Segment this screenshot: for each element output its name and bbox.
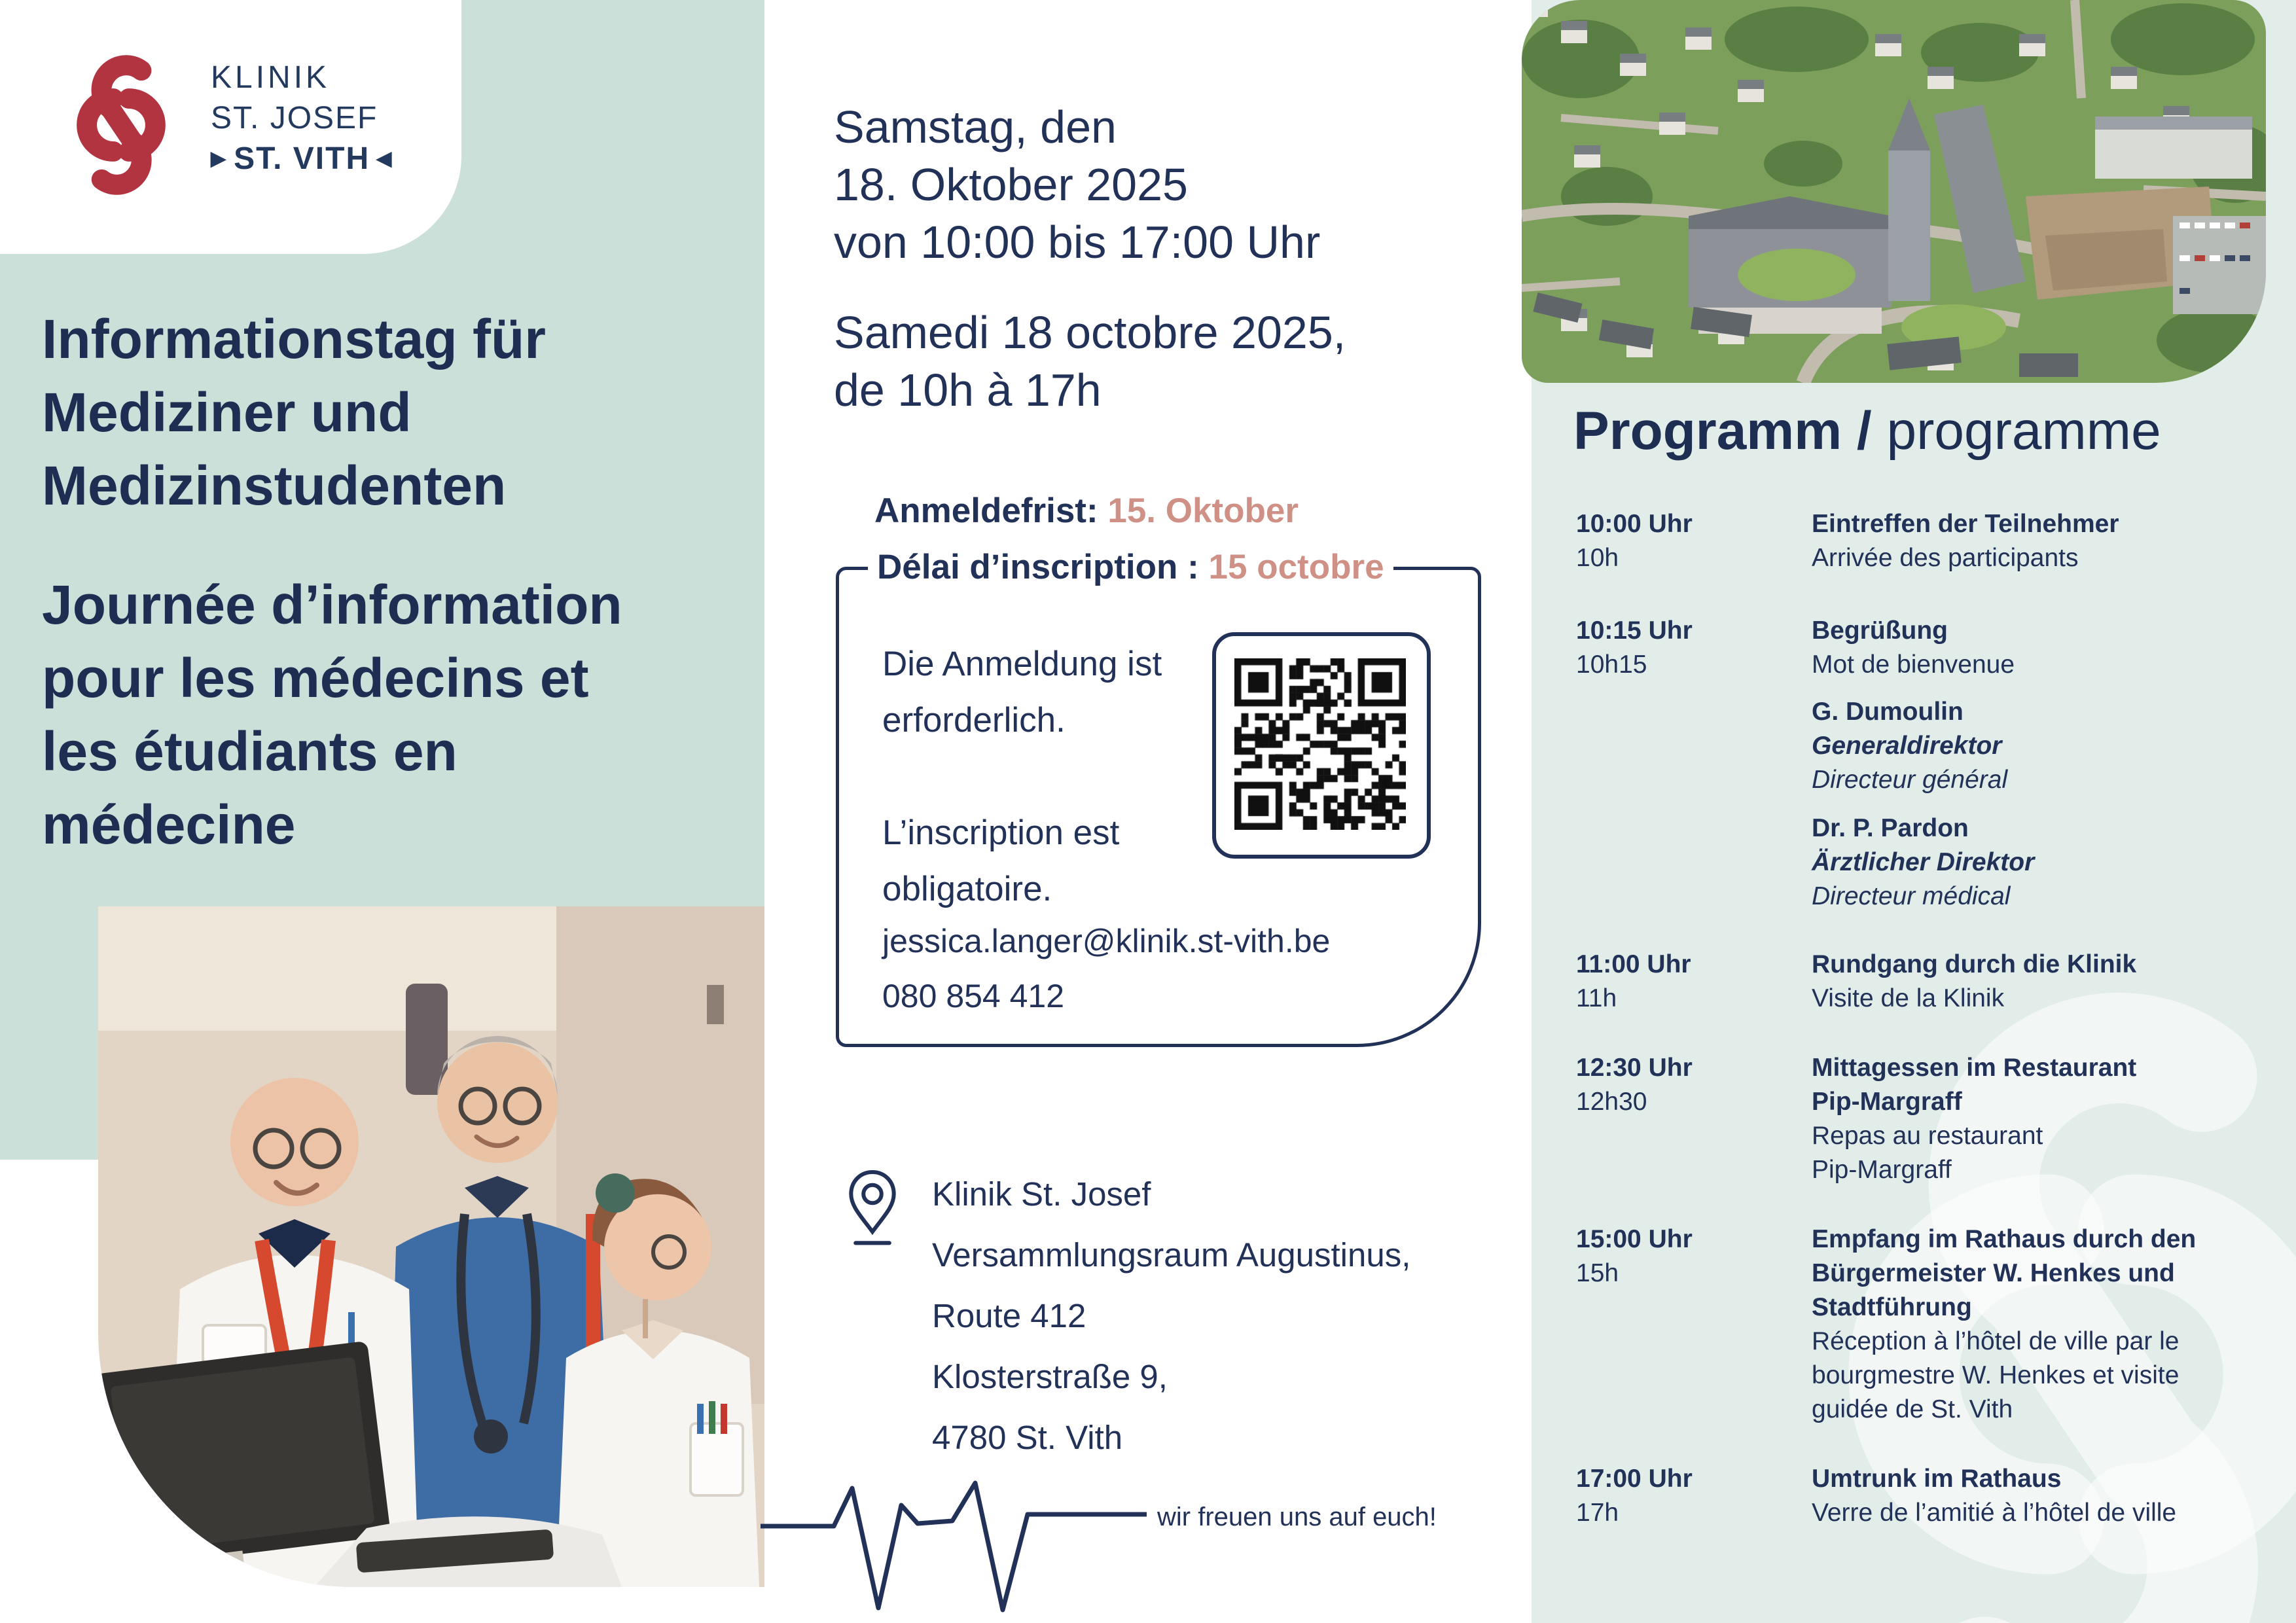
aerial-photo bbox=[1522, 0, 2266, 383]
program-title-french: programme bbox=[1871, 401, 2161, 461]
venue-line: Klosterstraße 9, bbox=[932, 1358, 1168, 1395]
date-line: von 10:00 bis 17:00 Uhr bbox=[834, 217, 1321, 268]
date-line: Samedi 18 octobre 2025, bbox=[834, 307, 1346, 358]
headline-line: Informationstag für bbox=[42, 308, 546, 370]
staff-photo bbox=[98, 906, 764, 1587]
event-date-german bbox=[834, 98, 1320, 271]
venue-line: Klinik St. Josef bbox=[932, 1175, 1151, 1213]
clinic-cross-logo-icon bbox=[43, 47, 199, 203]
program-line: Visite de la Klinik bbox=[1812, 984, 2005, 1012]
date-line: de 10h à 17h bbox=[834, 365, 1102, 416]
program-time-fr: 15h bbox=[1576, 1259, 1619, 1287]
triangle-right-icon: ▶ bbox=[211, 148, 228, 169]
program-time-de: 10:15 Uhr bbox=[1576, 616, 1693, 645]
program-time-de: 15:00 Uhr bbox=[1576, 1225, 1693, 1253]
program-line: Pip-Margraff bbox=[1812, 1156, 1952, 1184]
headline-line: médecine bbox=[42, 794, 296, 855]
triangle-left-icon: ◀ bbox=[376, 148, 393, 169]
note-line: obligatoire. bbox=[882, 870, 1052, 908]
program-time-fr: 11h bbox=[1576, 984, 1617, 1012]
closing-message: wir freuen uns auf euch! bbox=[1157, 1503, 1437, 1531]
program-line: bourgmestre W. Henkes et visite bbox=[1812, 1361, 2179, 1389]
registration-note-french bbox=[882, 805, 1119, 918]
venue-line: 4780 St. Vith bbox=[932, 1419, 1123, 1456]
venue-address bbox=[932, 1164, 1410, 1468]
venue-line: Route 412 bbox=[932, 1297, 1086, 1334]
note-line: Die Anmeldung ist bbox=[882, 645, 1162, 683]
program-line: Stadtführung bbox=[1812, 1293, 1972, 1321]
program-time-de: 12:30 Uhr bbox=[1576, 1054, 1693, 1082]
program-line: Umtrunk im Rathaus bbox=[1812, 1465, 2062, 1493]
headline-german bbox=[42, 302, 546, 522]
contact-email: jessica.langer@klinik.st-vith.be bbox=[882, 923, 1331, 959]
headline-french bbox=[42, 568, 622, 861]
program-time-fr: 17h bbox=[1576, 1499, 1619, 1527]
deadline-value: 15. Oktober bbox=[1107, 491, 1299, 530]
speaker-title-fr: Directeur médical bbox=[1812, 882, 2011, 910]
speaker-name: G. Dumoulin bbox=[1812, 698, 1964, 726]
speaker-title-fr: Directeur général bbox=[1812, 766, 2008, 794]
date-line: Samstag, den bbox=[834, 101, 1117, 152]
deadline-french bbox=[868, 547, 1393, 587]
speaker-title-de: Generaldirektor bbox=[1812, 732, 2002, 760]
contact-block bbox=[882, 914, 1330, 1024]
program-line: Mot de bienvenue bbox=[1812, 651, 2015, 679]
program-line: Repas au restaurant bbox=[1812, 1122, 2043, 1150]
logo-text bbox=[211, 58, 393, 179]
program-time-de: 10:00 Uhr bbox=[1576, 510, 1693, 538]
parking-lot bbox=[2173, 216, 2266, 314]
program-time-fr: 12h30 bbox=[1576, 1088, 1647, 1116]
heartbeat-line-icon bbox=[761, 1474, 1147, 1623]
deadline-value: 15 octobre bbox=[1208, 548, 1384, 586]
logo-card bbox=[0, 0, 461, 254]
program-time-de: 17:00 Uhr bbox=[1576, 1465, 1693, 1493]
program-line: Arrivée des participants bbox=[1812, 544, 2079, 572]
program-title bbox=[1573, 401, 2161, 462]
speaker-name: Dr. P. Pardon bbox=[1812, 814, 1969, 842]
headline-line: pour les médecins et bbox=[42, 647, 589, 709]
program-line: guidée de St. Vith bbox=[1812, 1395, 2013, 1423]
note-line: erforderlich. bbox=[882, 701, 1066, 740]
speaker-title-de: Ärztlicher Direktor bbox=[1812, 848, 2035, 876]
deadline-german bbox=[874, 491, 1299, 531]
program-line: Bürgermeister W. Henkes und bbox=[1812, 1259, 2175, 1287]
program-line: Eintreffen der Teilnehmer bbox=[1812, 510, 2119, 538]
program-time-fr: 10h15 bbox=[1576, 651, 1647, 679]
program-time-de: 11:00 Uhr bbox=[1576, 950, 1691, 978]
program-line: Verre de l’amitié à l’hôtel de ville bbox=[1812, 1499, 2177, 1527]
deadline-label: Anmeldefrist: bbox=[874, 491, 1098, 530]
venue-line: Versammlungsraum Augustinus, bbox=[932, 1236, 1411, 1274]
date-line: 18. Oktober 2025 bbox=[834, 159, 1188, 210]
headline-line: les étudiants en bbox=[42, 721, 457, 782]
logo-city-label: ST. VITH bbox=[234, 141, 370, 176]
program-line: Rundgang durch die Klinik bbox=[1812, 950, 2137, 978]
headline-line: Journée d’information bbox=[42, 574, 622, 635]
program-line: Empfang im Rathaus durch den bbox=[1812, 1225, 2197, 1253]
program-line: Mittagessen im Restaurant bbox=[1812, 1054, 2137, 1082]
deadline-label: Délai d’inscription : bbox=[877, 548, 1199, 586]
location-pin-icon bbox=[844, 1166, 901, 1250]
event-date-french bbox=[834, 304, 1346, 419]
program-line: Pip-Margraff bbox=[1812, 1088, 1962, 1116]
program-time-fr: 10h bbox=[1576, 544, 1619, 572]
qr-code bbox=[1212, 632, 1431, 859]
program-line: Réception à l’hôtel de ville par le bbox=[1812, 1327, 2179, 1355]
logo-line-josef: ST. JOSEF bbox=[211, 101, 378, 135]
headline-line: Medizinstudenten bbox=[42, 455, 507, 516]
note-line: L’inscription est bbox=[882, 813, 1120, 852]
logo-line-klinik: KLINIK bbox=[211, 60, 331, 95]
program-line: Begrüßung bbox=[1812, 616, 1948, 645]
contact-phone: 080 854 412 bbox=[882, 978, 1065, 1014]
logo-line-city bbox=[211, 139, 393, 179]
headline-line: Mediziner und bbox=[42, 382, 412, 443]
registration-note-german bbox=[882, 636, 1162, 749]
program-title-german: Programm / bbox=[1573, 401, 1872, 461]
